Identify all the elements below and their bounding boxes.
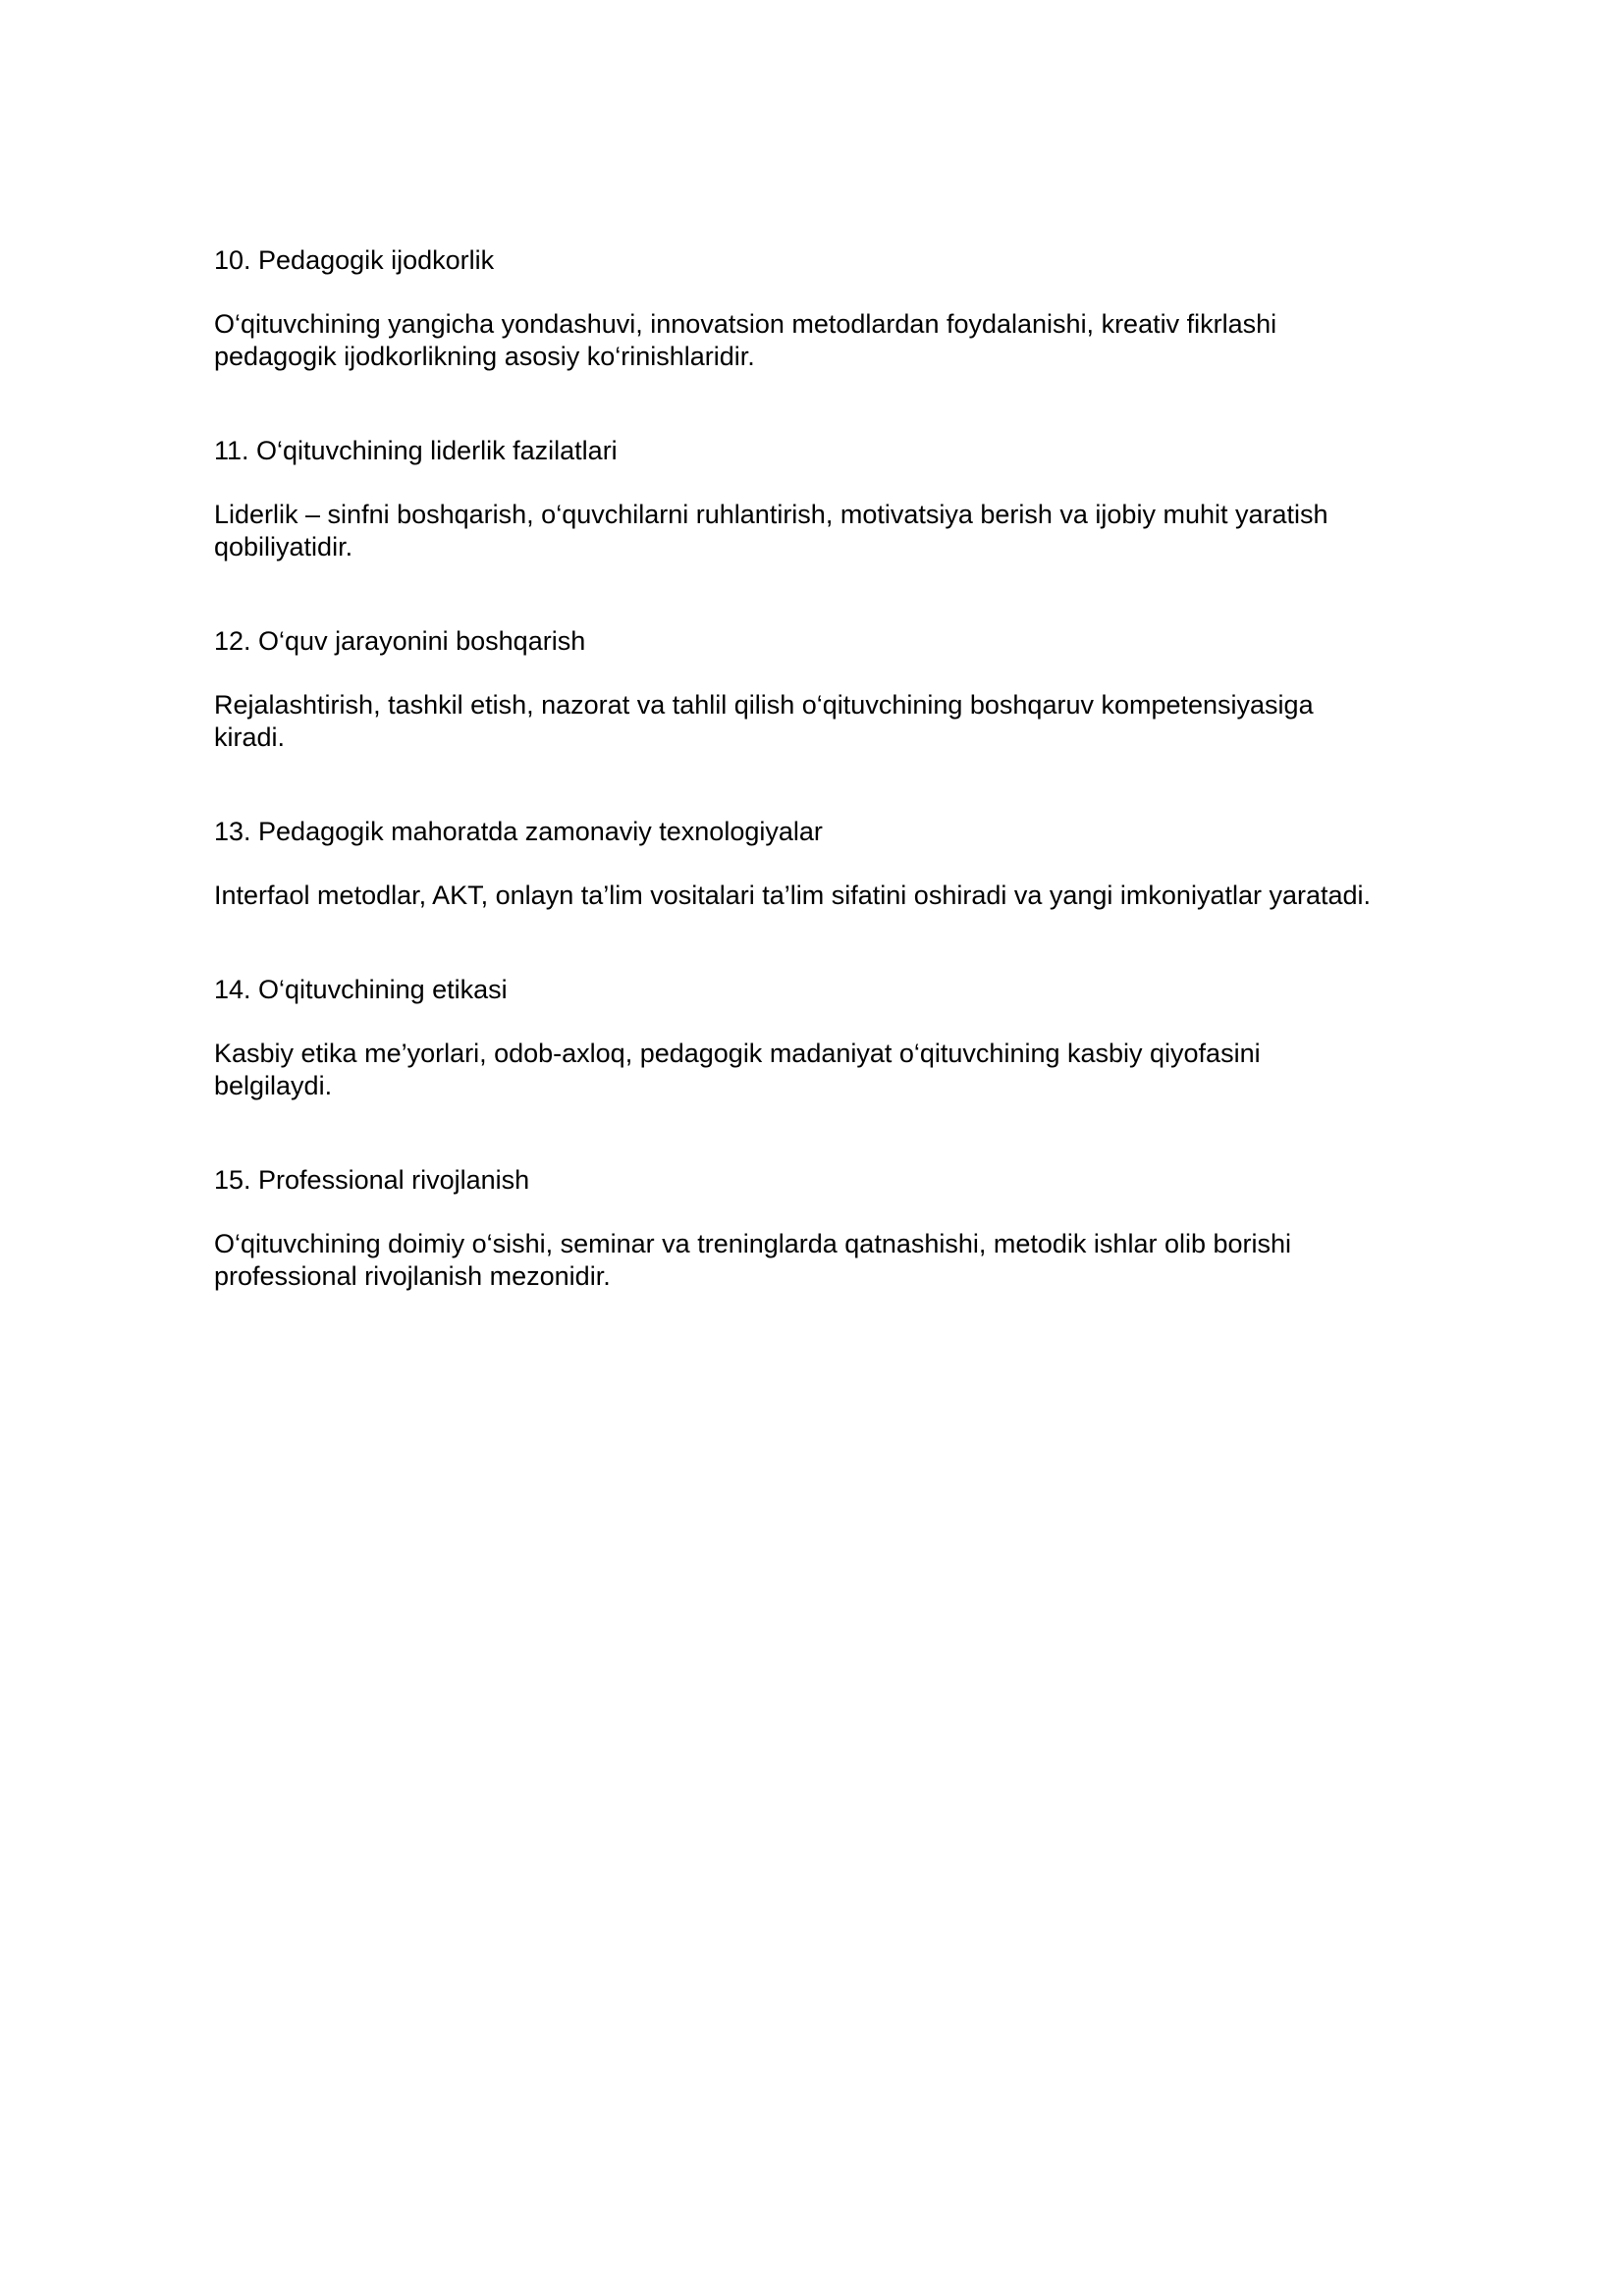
- body-line: Liderlik – sinfni boshqarish, o‘quvchilarni ruhlantirish, motivatsiya berish va ijobiy muhit yaratish: [214, 500, 1328, 529]
- body-line: kiradi.: [214, 722, 286, 752]
- body-line: Interfaol metodlar, AKT, onlayn ta’lim vositalari ta’lim sifatini oshiradi va yangi imkoniyatlar yaratadi.: [214, 881, 1372, 910]
- body-line: pedagogik ijodkorlikning asosiy ko‘rinishlaridir.: [214, 342, 755, 371]
- section-title: 10. Pedagogik ijodkorlik: [214, 245, 495, 275]
- section-title: 13. Pedagogik mahoratda zamonaviy texnologiyalar: [214, 817, 823, 846]
- section-body: [214, 1228, 1432, 1293]
- section-body: [214, 1038, 1432, 1102]
- section-body: [214, 689, 1432, 754]
- document-page: [214, 243, 1432, 1354]
- section-body: [214, 880, 1432, 912]
- section-13: [214, 815, 1432, 912]
- section-14: [214, 973, 1432, 1102]
- section-10: [214, 243, 1432, 373]
- section-11: [214, 434, 1432, 563]
- body-line: professional rivojlanish mezonidir.: [214, 1261, 611, 1291]
- section-body: [214, 499, 1432, 563]
- section-title: 12. O‘quv jarayonini boshqarish: [214, 626, 586, 656]
- section-title: 11. O‘qituvchining liderlik fazilatlari: [214, 436, 618, 465]
- section-15: [214, 1163, 1432, 1293]
- body-line: qobiliyatidir.: [214, 532, 353, 561]
- section-12: [214, 624, 1432, 754]
- body-line: belgilaydi.: [214, 1071, 333, 1100]
- body-line: O‘qituvchining doimiy o‘sishi, seminar va treninglarda qatnashishi, metodik ishlar olib borishi: [214, 1229, 1292, 1258]
- section-title: 15. Professional rivojlanish: [214, 1165, 530, 1195]
- body-line: O‘qituvchining yangicha yondashuvi, innovatsion metodlardan foydalanishi, kreativ fikrlashi: [214, 309, 1277, 339]
- section-body: [214, 308, 1432, 373]
- body-line: Rejalashtirish, tashkil etish, nazorat va tahlil qilish o‘qituvchining boshqaruv kompetensiyasiga: [214, 690, 1314, 720]
- body-line: Kasbiy etika me’yorlari, odob-axloq, pedagogik madaniyat o‘qituvchining kasbiy qiyofasini: [214, 1039, 1261, 1068]
- section-title: 14. O‘qituvchining etikasi: [214, 975, 508, 1004]
